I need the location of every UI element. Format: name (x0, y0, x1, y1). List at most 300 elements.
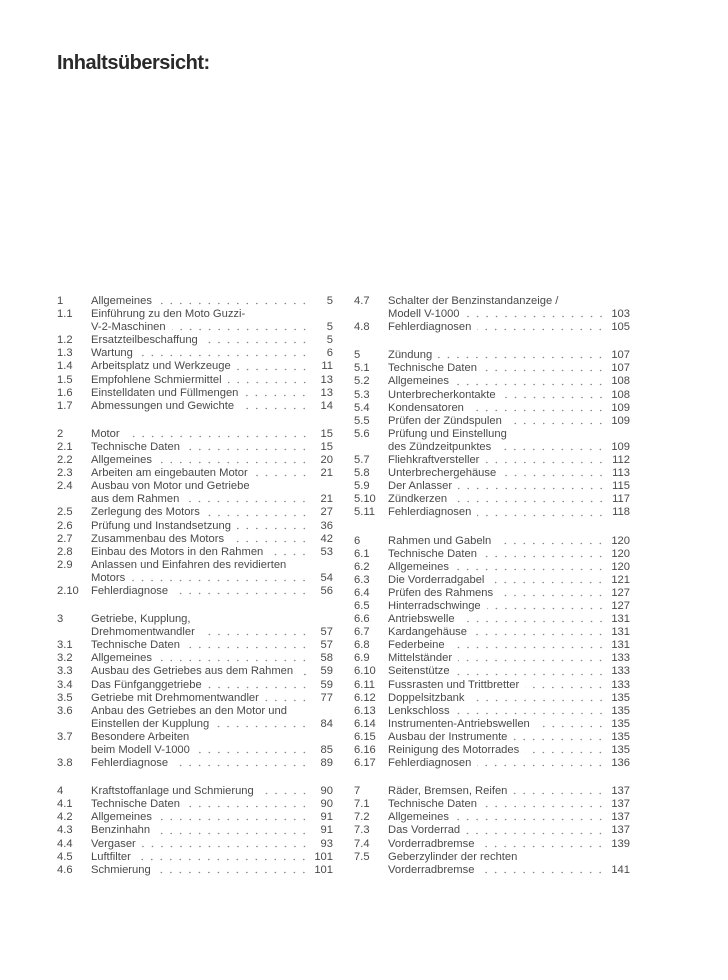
section-number: 2.10 (57, 584, 79, 597)
dot-leader (265, 699, 309, 702)
entry-title: aus dem Rahmen (91, 493, 180, 506)
toc-entry[interactable] (354, 535, 630, 548)
toc-entry[interactable] (354, 692, 630, 705)
dot-leader (480, 871, 605, 874)
entry-body (388, 454, 630, 467)
toc-entry[interactable] (354, 587, 630, 600)
toc-entry[interactable] (57, 851, 333, 864)
toc-entry[interactable] (354, 838, 630, 851)
dot-leader (525, 751, 605, 754)
toc-entry[interactable] (354, 665, 630, 678)
entry-title: Anbau des Getriebes an den Motor und (91, 704, 287, 717)
toc-entry[interactable] (354, 811, 630, 824)
toc-entry[interactable] (354, 705, 630, 718)
dot-leader (186, 646, 309, 649)
entry-title: Geberzylinder der rechten (388, 850, 518, 863)
dot-leader (237, 527, 309, 530)
toc-entry[interactable] (57, 533, 333, 546)
entry-line (91, 838, 333, 851)
entry-body (388, 798, 630, 811)
toc-entry[interactable] (57, 334, 333, 347)
entry-body (388, 705, 630, 718)
entry-title: Anlassen und Einfahren des revidierten (91, 558, 287, 571)
entry-title: Zündung (388, 349, 433, 362)
section-number: 2.1 (57, 440, 73, 453)
toc-entry[interactable] (57, 546, 333, 559)
entry-line (388, 785, 630, 798)
entry-title: V-2-Maschinen (91, 321, 166, 334)
toc-entry[interactable] (354, 349, 630, 362)
section-number: 2.5 (57, 506, 73, 519)
entry-line (388, 493, 630, 506)
toc-entry[interactable] (57, 400, 333, 413)
toc-entry[interactable] (354, 744, 630, 757)
entry-body (91, 387, 333, 400)
entry-title: des Zündzeitpunktes (388, 440, 492, 453)
toc-entry[interactable] (354, 798, 630, 811)
page-number: 42 (320, 532, 333, 545)
page-number: 14 (320, 399, 333, 412)
entry-body (388, 851, 630, 877)
section-number: 7.5 (354, 850, 370, 863)
entry-line (388, 415, 630, 428)
page-number: 15 (320, 440, 333, 453)
entry-body (388, 731, 630, 744)
toc-entry[interactable] (354, 454, 630, 467)
entry-title: Einführung zu den Moto Guzzi- (91, 308, 246, 321)
section-number: 7.2 (354, 811, 370, 824)
entry-line (91, 572, 333, 585)
page-number: 135 (611, 704, 630, 717)
toc-entry[interactable] (57, 652, 333, 665)
toc-entry[interactable] (57, 757, 333, 770)
toc-entry[interactable] (57, 506, 333, 519)
page-number: 117 (612, 493, 630, 506)
page-number: 5 (326, 334, 333, 347)
page-number: 109 (611, 440, 630, 453)
toc-entry[interactable] (57, 613, 333, 639)
toc-entry[interactable] (354, 375, 630, 388)
entry-line (388, 428, 630, 441)
dot-leader (473, 633, 605, 636)
entry-title: Luftfilter (91, 850, 131, 863)
page-number: 13 (320, 373, 333, 386)
entry-line (91, 480, 333, 493)
entry-line (388, 652, 630, 665)
toc-entry[interactable] (354, 785, 630, 798)
dot-leader (208, 686, 309, 689)
entry-body (388, 321, 630, 334)
dot-leader (260, 792, 309, 795)
entry-title: Allgemeines (91, 811, 152, 824)
toc-entry[interactable] (354, 757, 630, 770)
entry-body (91, 506, 333, 519)
toc-entry[interactable] (354, 402, 630, 415)
toc-entry[interactable] (57, 639, 333, 652)
entry-line (91, 467, 333, 480)
page-number: 84 (320, 717, 333, 730)
page-number: 137 (611, 785, 630, 798)
dot-leader (461, 620, 606, 623)
entry-title: Unterbrechergehäuse (388, 467, 497, 480)
dot-leader (536, 725, 606, 728)
toc-entry[interactable] (57, 308, 333, 334)
toc-entry[interactable] (57, 387, 333, 400)
entry-title: Vergaser (91, 837, 136, 850)
entry-title: Zerlegung des Motors (91, 506, 200, 519)
page-number: 90 (320, 798, 333, 811)
entry-body (91, 757, 333, 770)
section-number: 7 (354, 785, 361, 798)
page-number: 135 (611, 730, 630, 743)
section-number: 5.11 (354, 506, 375, 519)
entry-line (388, 744, 630, 757)
page-number: 127 (611, 586, 630, 599)
dot-leader (299, 673, 309, 676)
entry-body (388, 349, 630, 362)
page-number: 105 (611, 321, 630, 334)
dot-leader (502, 474, 606, 477)
toc-entry[interactable] (354, 652, 630, 665)
page-number: 135 (611, 744, 630, 756)
dot-leader (483, 369, 605, 372)
entry-title: Einbau des Motors in den Rahmen (91, 545, 264, 558)
entry-line (388, 548, 630, 561)
section-number: 5.7 (354, 454, 370, 467)
toc-entry[interactable] (354, 731, 630, 744)
toc-entry[interactable] (57, 785, 333, 798)
dot-leader (480, 845, 605, 848)
toc-entry[interactable] (57, 347, 333, 360)
page-number: 137 (611, 798, 630, 811)
toc-entry[interactable] (354, 548, 630, 561)
entry-title: Räder, Bremsen, Reifen (388, 785, 508, 798)
entry-line (91, 639, 333, 652)
section-number: 1.6 (57, 386, 73, 399)
toc-entry[interactable] (354, 362, 630, 375)
entry-title: Vorderradbremse (388, 837, 475, 850)
toc-entry[interactable] (354, 561, 630, 574)
section-number: 6.8 (354, 639, 370, 652)
dot-leader (156, 832, 309, 835)
section-number: 7.4 (354, 837, 370, 850)
entry-title: Hinterradschwinge (388, 599, 481, 612)
section-number: 6.7 (354, 626, 370, 639)
page-number: 59 (320, 665, 333, 678)
toc-entry[interactable] (57, 467, 333, 480)
entry-line (91, 665, 333, 678)
entry-body (91, 546, 333, 559)
toc-entry[interactable] (354, 389, 630, 402)
entry-title: Technische Daten (91, 798, 180, 811)
entry-body (91, 559, 333, 585)
dot-leader (237, 368, 309, 371)
page-number: 77 (320, 691, 333, 704)
dot-leader (158, 818, 309, 821)
entry-body (388, 574, 630, 587)
section-number: 1.5 (57, 373, 73, 386)
toc-entry[interactable] (57, 864, 333, 877)
toc-entry[interactable] (57, 454, 333, 467)
toc-entry[interactable] (354, 295, 630, 321)
entry-body (388, 665, 630, 678)
entry-body (388, 535, 630, 548)
entry-body (388, 402, 630, 415)
section-number: 1.4 (57, 360, 73, 373)
toc-entry[interactable] (57, 441, 333, 454)
page-number: 135 (611, 691, 630, 704)
page-number: 127 (611, 599, 630, 612)
entry-body (91, 851, 333, 864)
entry-body (388, 389, 630, 402)
entry-line (91, 864, 333, 877)
entry-title: Prüfung und Einstellung (388, 427, 507, 440)
entry-title: Besondere Arbeiten (91, 730, 190, 743)
dot-leader (196, 751, 309, 754)
entry-line (91, 506, 333, 519)
entry-body (91, 679, 333, 692)
section-number: 6.12 (354, 691, 376, 704)
entry-line (388, 389, 630, 402)
toc-column-right (354, 295, 630, 892)
entry-body (91, 585, 333, 598)
section-number: 6.3 (354, 573, 370, 586)
dot-leader (201, 633, 309, 636)
dot-leader (228, 381, 309, 384)
entry-body (388, 428, 630, 454)
section-number: 2 (57, 427, 64, 440)
entry-line (91, 334, 333, 347)
toc-entry[interactable] (354, 480, 630, 493)
entry-line (91, 692, 333, 705)
entry-line (388, 362, 630, 375)
toc-entry[interactable] (354, 506, 630, 519)
toc-entry[interactable] (354, 428, 630, 454)
toc-section (354, 785, 630, 877)
dot-leader (455, 818, 605, 821)
page-number: 107 (611, 349, 630, 362)
toc-entry[interactable] (57, 838, 333, 851)
entry-line (388, 402, 630, 415)
entry-title: Doppelsitzbank (388, 691, 465, 704)
toc-entry[interactable] (57, 520, 333, 533)
entry-title: Getriebe mit Drehmomentwandler (91, 691, 259, 704)
section-number: 3.3 (57, 665, 73, 678)
toc-entry[interactable] (57, 295, 333, 308)
toc-entry[interactable] (354, 600, 630, 613)
section-number: 5.2 (354, 375, 370, 388)
entry-body (388, 506, 630, 519)
entry-title: Federbeine (388, 639, 445, 652)
entry-title: Allgemeines (388, 375, 449, 388)
entry-body (91, 308, 333, 334)
entry-body (388, 375, 630, 388)
toc-entry[interactable] (57, 665, 333, 678)
section-number: 6.4 (354, 586, 370, 599)
toc-entry[interactable] (57, 692, 333, 705)
page-number: 118 (612, 506, 630, 519)
section-number: 6.5 (354, 599, 370, 612)
toc-entry[interactable] (354, 851, 630, 877)
section-number: 2.6 (57, 519, 73, 532)
entry-body (388, 561, 630, 574)
entry-line (388, 574, 630, 587)
entry-title: Fussrasten und Trittbretter (388, 678, 520, 691)
section-number: 1.7 (57, 399, 73, 412)
page-number: 13 (320, 386, 333, 399)
toc-entry[interactable] (57, 360, 333, 373)
entry-line (91, 705, 333, 718)
toc-entry[interactable] (354, 613, 630, 626)
page-number: 93 (320, 837, 333, 850)
entry-title: Der Anlasser (388, 480, 453, 493)
section-number: 6.11 (354, 678, 375, 691)
page-number: 27 (320, 506, 333, 519)
entry-body (388, 652, 630, 665)
toc-entry[interactable] (354, 467, 630, 480)
dot-leader (244, 394, 309, 397)
section-number: 3.1 (57, 639, 73, 652)
section-number: 5.8 (354, 467, 370, 480)
entry-line (91, 679, 333, 692)
toc-entry[interactable] (57, 731, 333, 757)
dot-leader (204, 341, 309, 344)
entry-title: Motors (91, 571, 126, 584)
entry-title: Das Vorderrad (388, 824, 461, 837)
entry-body (91, 864, 333, 877)
page-number: 109 (611, 401, 630, 414)
toc-entry[interactable] (354, 718, 630, 731)
toc-entry[interactable] (354, 493, 630, 506)
page-number: 107 (611, 362, 630, 375)
entry-title: Allgemeines (91, 652, 152, 665)
section-number: 1.3 (57, 347, 73, 360)
entry-body (91, 295, 333, 308)
toc-entry[interactable] (57, 428, 333, 441)
toc-entry[interactable] (354, 626, 630, 639)
section-number: 2.3 (57, 467, 73, 480)
entry-line (91, 785, 333, 798)
toc-entry[interactable] (354, 321, 630, 334)
page-number: 54 (320, 571, 333, 584)
toc-entry[interactable] (57, 705, 333, 731)
entry-body (91, 639, 333, 652)
page-number: 120 (611, 560, 630, 573)
section-number: 4.1 (57, 798, 73, 811)
toc-entry[interactable] (57, 798, 333, 811)
dot-leader (477, 514, 606, 517)
section-number: 6.14 (354, 717, 376, 730)
entry-line (388, 295, 630, 308)
entry-title: Einstelldaten und Füllmengen (91, 386, 239, 399)
toc-section (354, 349, 630, 519)
section-number: 5.1 (354, 362, 370, 375)
dot-leader (470, 409, 605, 412)
section-number: 3.6 (57, 704, 73, 717)
entry-title: Fliehkraftversteller (388, 454, 480, 467)
entry-title: Die Vorderradgabel (388, 573, 485, 586)
dot-leader (174, 592, 309, 595)
entry-line (91, 798, 333, 811)
dot-leader (158, 659, 309, 662)
section-number: 2.4 (57, 480, 73, 493)
page-number: 133 (611, 652, 630, 665)
toc-entry[interactable] (57, 559, 333, 585)
toc-entry[interactable] (57, 480, 333, 506)
entry-body (91, 665, 333, 678)
section-number: 6.16 (354, 744, 376, 756)
dot-leader (497, 448, 605, 451)
entry-title: Prüfen des Rahmens (388, 586, 494, 599)
dot-leader (490, 581, 605, 584)
page-number: 36 (320, 519, 333, 532)
entry-title: Allgemeines (388, 560, 449, 573)
page-number: 120 (611, 547, 630, 560)
toc-entry[interactable] (57, 585, 333, 598)
entry-title: Seitenstütze (388, 665, 450, 678)
entry-title: Vorderradbremse (388, 863, 475, 876)
section-number: 6.1 (354, 547, 370, 560)
toc-section (57, 785, 333, 877)
entry-body (91, 428, 333, 441)
entry-body (91, 652, 333, 665)
toc-entry[interactable] (354, 574, 630, 587)
toc-entry[interactable] (57, 374, 333, 387)
entry-body (388, 785, 630, 798)
toc-entry[interactable] (57, 811, 333, 824)
section-number: 2.2 (57, 454, 73, 467)
entry-line (91, 585, 333, 598)
entry-title: Das Fünfganggetriebe (91, 678, 202, 691)
entry-body (91, 613, 333, 639)
toc-entry[interactable] (354, 639, 630, 652)
entry-title: Allgemeines (388, 811, 449, 824)
page-number: 131 (611, 639, 630, 652)
section-number: 1.1 (57, 308, 73, 321)
toc-entry[interactable] (354, 824, 630, 837)
dot-leader (451, 646, 606, 649)
entry-title: Prüfen der Zündspulen (388, 414, 502, 427)
entry-line (91, 613, 333, 626)
entry-line (91, 520, 333, 533)
dot-leader (497, 542, 605, 545)
dot-leader (269, 553, 309, 556)
dot-leader (185, 500, 309, 503)
toc-entry[interactable] (57, 679, 333, 692)
entry-title: Schmierung (91, 863, 151, 876)
toc-entry[interactable] (57, 824, 333, 837)
entry-body (388, 480, 630, 493)
toc-entry[interactable] (354, 415, 630, 428)
entry-body (91, 798, 333, 811)
dot-leader (131, 579, 309, 582)
dot-leader (508, 422, 606, 425)
page-number: 131 (611, 626, 630, 639)
dot-leader (485, 461, 606, 464)
toc-section (354, 295, 630, 334)
dot-leader (142, 845, 309, 848)
dot-leader (456, 673, 606, 676)
page-number: 15 (320, 427, 333, 440)
entry-body (388, 600, 630, 613)
dot-leader (455, 568, 605, 571)
toc-entry[interactable] (354, 679, 630, 692)
entry-title: Fehlerdiagnose (91, 584, 169, 597)
section-number: 4.8 (354, 321, 370, 334)
dot-leader (158, 461, 309, 464)
entry-line (91, 546, 333, 559)
toc-section (57, 295, 333, 413)
